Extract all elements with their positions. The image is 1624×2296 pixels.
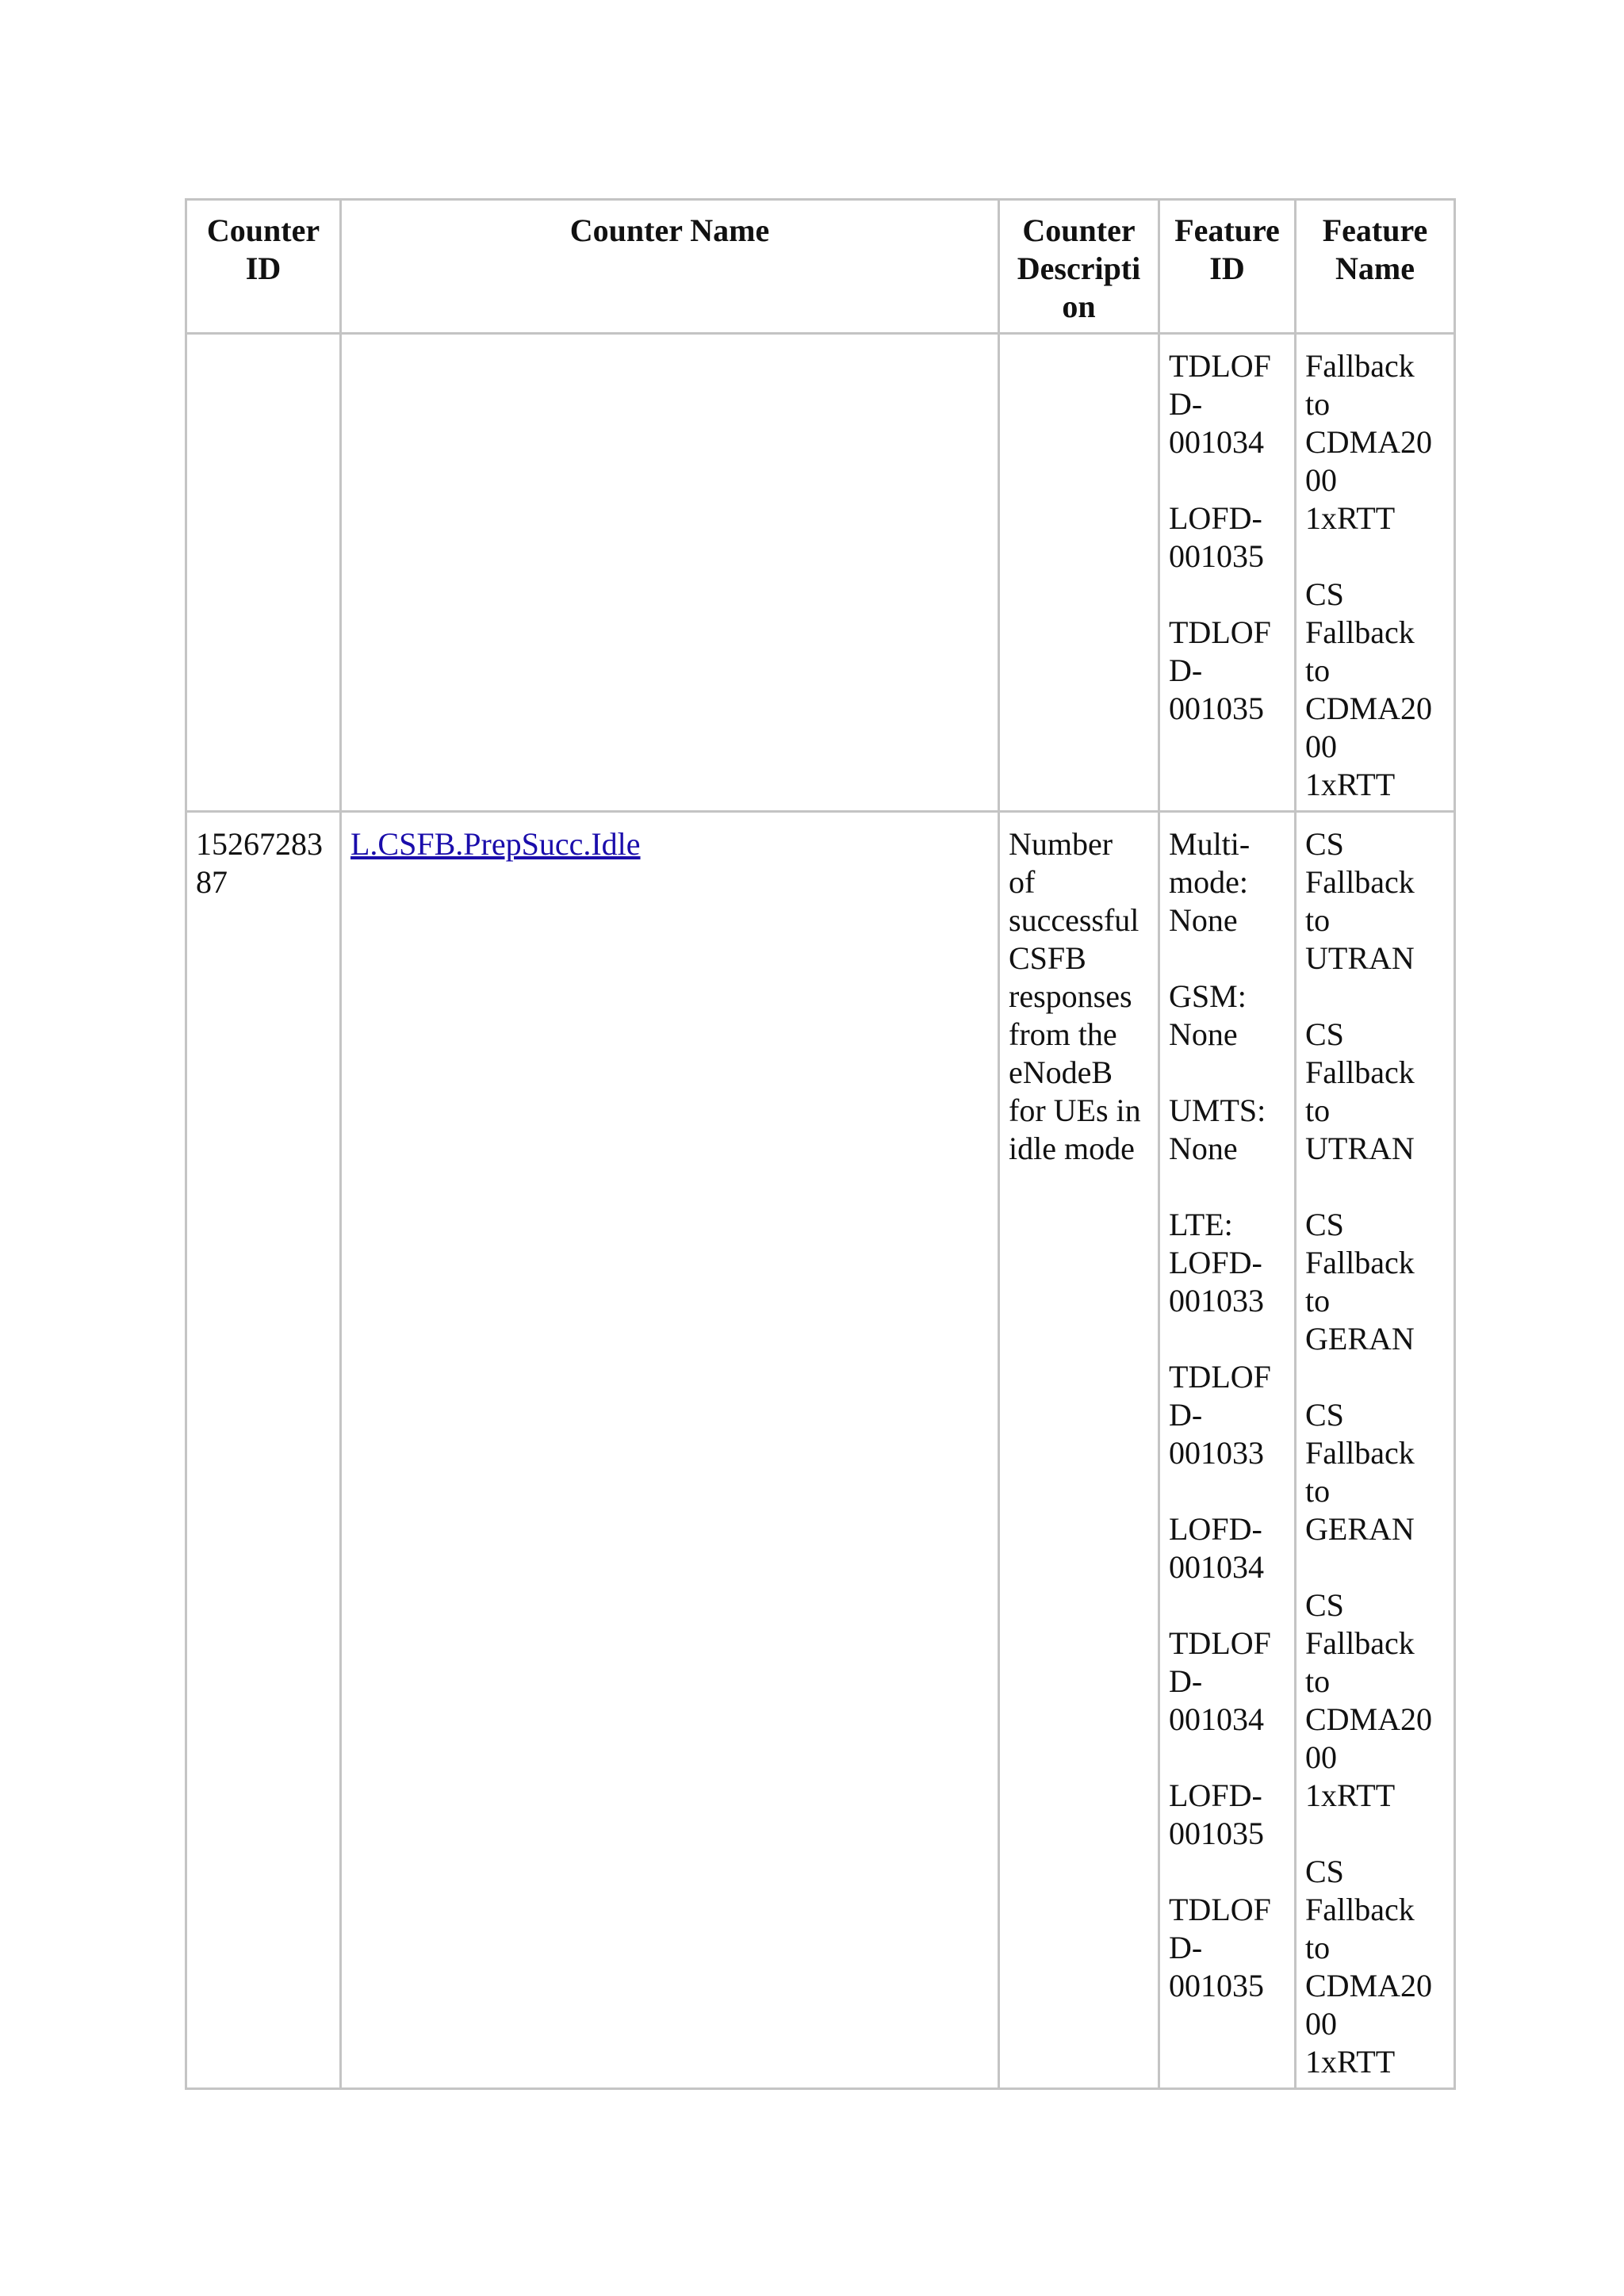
- feature-id-item: LOFD- 001035: [1169, 500, 1264, 574]
- cell-counter-id: 15267283 87: [186, 812, 341, 2089]
- header-feature-id: Feature ID: [1159, 200, 1296, 334]
- cell-feature-name: [1296, 334, 1455, 812]
- feature-id-item: GSM: None: [1169, 978, 1247, 1052]
- header-feature-name: Feature Name: [1296, 200, 1455, 334]
- header-counter-id: Counter ID: [186, 200, 341, 334]
- feature-id-item: TDLOF D- 001035: [1169, 614, 1271, 726]
- feature-name-item: CS Fallback to CDMA20 00 1xRTT: [1305, 1587, 1433, 1813]
- table-row: [186, 812, 1455, 2089]
- feature-name-item: CS Fallback to CDMA20 00 1xRTT: [1305, 576, 1433, 802]
- feature-id-item: LOFD- 001035: [1169, 1777, 1264, 1851]
- cell-feature-id: [1159, 334, 1296, 812]
- cell-feature-name: [1296, 812, 1455, 2089]
- feature-id-item: UMTS: None: [1169, 1093, 1266, 1166]
- feature-id-item: LOFD- 001034: [1169, 1511, 1264, 1585]
- header-counter-name: Counter Name: [341, 200, 999, 334]
- feature-id-item: TDLOF D- 001035: [1169, 1892, 1271, 2003]
- cell-counter-id: [186, 334, 341, 812]
- cell-feature-id: [1159, 812, 1296, 2089]
- counter-table: [185, 198, 1456, 2090]
- cell-counter-name: [341, 334, 999, 812]
- feature-id-item: Multi- mode: None: [1169, 826, 1251, 938]
- feature-name-item: Fallback to CDMA20 00 1xRTT: [1305, 348, 1433, 536]
- feature-id-item: TDLOF D- 001033: [1169, 1359, 1271, 1471]
- feature-name-item: CS Fallback to GERAN: [1305, 1207, 1415, 1357]
- counter-name-link[interactable]: L.CSFB.PrepSucc.Idle: [350, 826, 641, 862]
- feature-name-item: CS Fallback to CDMA20 00 1xRTT: [1305, 1854, 1433, 2080]
- feature-name-item: CS Fallback to GERAN: [1305, 1397, 1415, 1547]
- feature-name-item: CS Fallback to UTRAN: [1305, 826, 1415, 976]
- table-row: [186, 334, 1455, 812]
- table-header-row: [186, 200, 1455, 334]
- feature-name-item: CS Fallback to UTRAN: [1305, 1016, 1415, 1166]
- feature-id-item: TDLOF D- 001034: [1169, 1625, 1271, 1737]
- cell-counter-name: [341, 812, 999, 2089]
- cell-counter-description: [999, 334, 1159, 812]
- header-counter-description: Counter Descripti on: [999, 200, 1159, 334]
- cell-counter-description: Number of successful CSFB responses from the eNodeB for UEs in idle mode: [999, 812, 1159, 2089]
- feature-id-item: LTE: LOFD- 001033: [1169, 1207, 1264, 1318]
- feature-id-item: TDLOF D- 001034: [1169, 348, 1271, 460]
